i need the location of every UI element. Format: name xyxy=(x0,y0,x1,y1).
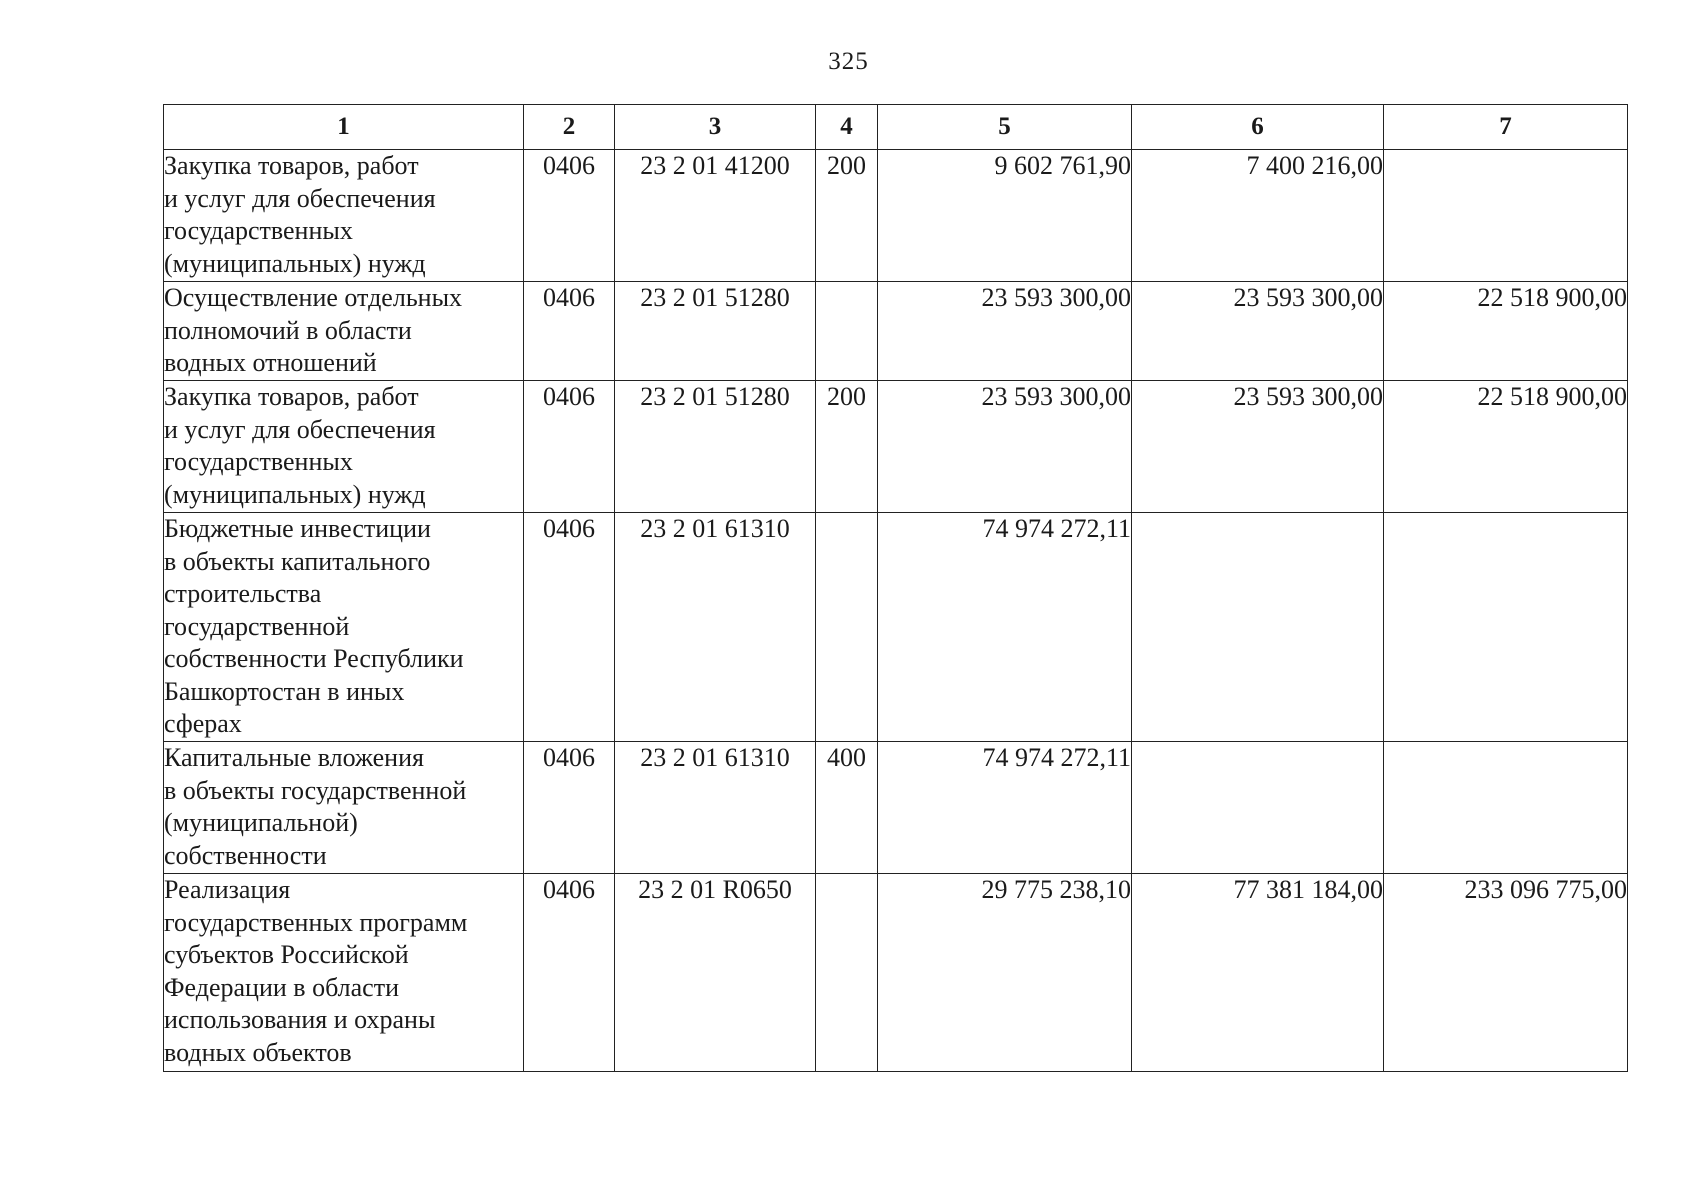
expense-name-line: собственности Республики xyxy=(164,644,464,673)
expense-type-cell xyxy=(816,282,878,381)
amount-col7-cell xyxy=(1384,513,1628,742)
section-cell: 0406 xyxy=(524,874,615,1072)
header-row xyxy=(164,105,1628,150)
column-header: 3 xyxy=(615,105,816,150)
column-header: 4 xyxy=(816,105,878,150)
amount-col7-cell: 22 518 900,00 xyxy=(1384,381,1628,513)
expense-type-cell: 200 xyxy=(816,381,878,513)
column-header: 6 xyxy=(1132,105,1384,150)
amount-col6-cell: 23 593 300,00 xyxy=(1132,381,1384,513)
target-code-cell: 23 2 01 51280 xyxy=(615,381,816,513)
expense-name-line: Бюджетные инвестиции xyxy=(164,514,431,543)
expense-name-line: (муниципальной) xyxy=(164,808,358,837)
page-number: 325 xyxy=(828,48,869,75)
target-code-cell: 23 2 01 41200 xyxy=(615,150,816,282)
amount-col5-cell: 23 593 300,00 xyxy=(878,282,1132,381)
expense-name-line: Реализация xyxy=(164,875,291,904)
section-cell: 0406 xyxy=(524,742,615,874)
amount-col6-cell xyxy=(1132,742,1384,874)
amount-col5-cell: 74 974 272,11 xyxy=(878,513,1132,742)
expense-name-line: собственности xyxy=(164,840,327,870)
expense-name-cell xyxy=(164,742,524,874)
expense-name-line: государственных программ xyxy=(164,907,468,937)
expense-name-line: (муниципальных) нужд xyxy=(164,479,426,509)
table-row xyxy=(164,282,1628,381)
expense-name-line: государственной xyxy=(164,611,350,641)
table-row xyxy=(164,513,1628,742)
target-code-cell: 23 2 01 R0650 xyxy=(615,874,816,1072)
expense-name-line: Закупка товаров, работ xyxy=(164,151,419,180)
expense-name-line: полномочий в области xyxy=(164,315,412,345)
expense-name-cell xyxy=(164,282,524,381)
table-row xyxy=(164,742,1628,874)
amount-col7-cell xyxy=(1384,742,1628,874)
expense-name-line: сферах xyxy=(164,709,242,738)
expense-name-line: Федерации в области xyxy=(164,972,399,1002)
amount-col7-cell xyxy=(1384,150,1628,282)
expense-type-cell: 200 xyxy=(816,150,878,282)
section-cell: 0406 xyxy=(524,282,615,381)
expense-name-line: использования и охраны xyxy=(164,1005,436,1034)
target-code-cell: 23 2 01 61310 xyxy=(615,742,816,874)
amount-col7-cell: 22 518 900,00 xyxy=(1384,282,1628,381)
expense-name-line: водных объектов xyxy=(164,1037,352,1067)
expense-name-line: и услуг для обеспечения xyxy=(164,183,436,213)
amount-col6-cell: 23 593 300,00 xyxy=(1132,282,1384,381)
expense-type-cell xyxy=(816,874,878,1072)
expense-name-line: строительства xyxy=(164,579,322,608)
expense-name-line: и услуг для обеспечения xyxy=(164,414,436,444)
table-row xyxy=(164,874,1628,1072)
amount-col5-cell: 23 593 300,00 xyxy=(878,381,1132,513)
amount-col6-cell xyxy=(1132,513,1384,742)
expense-name-cell xyxy=(164,513,524,742)
table-row xyxy=(164,381,1628,513)
expense-name-cell xyxy=(164,874,524,1072)
expense-name-cell xyxy=(164,381,524,513)
section-cell: 0406 xyxy=(524,150,615,282)
expense-name-line: водных отношений xyxy=(164,348,377,377)
table-row xyxy=(164,150,1628,282)
expense-name-line: (муниципальных) нужд xyxy=(164,248,426,278)
expense-name-line: Башкортостан в иных xyxy=(164,676,405,706)
expense-name-line: Осуществление отдельных xyxy=(164,283,463,312)
expense-name-line: в объекты государственной xyxy=(164,775,467,805)
column-header: 5 xyxy=(878,105,1132,150)
column-header: 7 xyxy=(1384,105,1628,150)
amount-col7-cell: 233 096 775,00 xyxy=(1384,874,1628,1072)
expense-name-line: государственных xyxy=(164,216,353,245)
expense-name-line: Капитальные вложения xyxy=(164,743,424,772)
expense-name-line: Закупка товаров, работ xyxy=(164,382,419,411)
expense-type-cell xyxy=(816,513,878,742)
target-code-cell: 23 2 01 61310 xyxy=(615,513,816,742)
expense-name-line: субъектов Российской xyxy=(164,940,409,969)
expense-type-cell: 400 xyxy=(816,742,878,874)
amount-col6-cell: 7 400 216,00 xyxy=(1132,150,1384,282)
amount-col5-cell: 29 775 238,10 xyxy=(878,874,1132,1072)
amount-col5-cell: 74 974 272,11 xyxy=(878,742,1132,874)
expense-name-cell xyxy=(164,150,524,282)
budget-table xyxy=(163,104,1628,1072)
target-code-cell: 23 2 01 51280 xyxy=(615,282,816,381)
section-cell: 0406 xyxy=(524,381,615,513)
amount-col6-cell: 77 381 184,00 xyxy=(1132,874,1384,1072)
amount-col5-cell: 9 602 761,90 xyxy=(878,150,1132,282)
section-cell: 0406 xyxy=(524,513,615,742)
column-header: 2 xyxy=(524,105,615,150)
expense-name-line: государственных xyxy=(164,447,353,476)
expense-name-line: в объекты капитального xyxy=(164,546,431,576)
column-header: 1 xyxy=(164,105,524,150)
